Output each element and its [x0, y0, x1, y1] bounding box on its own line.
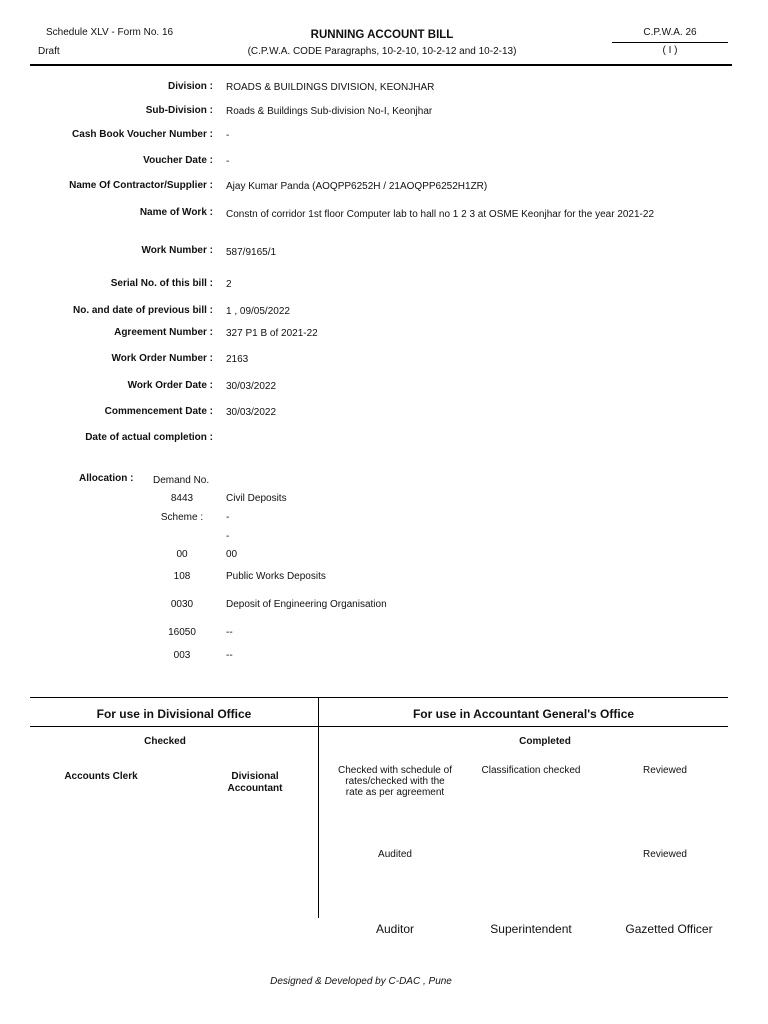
allocation-desc: 00	[226, 549, 238, 560]
subdivision-label: Sub-Division :	[145, 105, 213, 116]
superintendent-label: Superintendent	[490, 922, 572, 936]
work-number-value: 587/9165/1	[226, 247, 277, 258]
schedule-check-label-2: rates/checked with the	[345, 776, 445, 787]
allocation-desc: --	[226, 627, 233, 638]
actual-completion-label: Date of actual completion :	[85, 432, 213, 443]
voucher-date-value: -	[226, 156, 230, 167]
contractor-label: Name Of Contractor/Supplier :	[69, 180, 213, 191]
serial-no-label: Serial No. of this bill :	[110, 278, 213, 289]
page-title: RUNNING ACCOUNT BILL	[310, 29, 454, 41]
allocation-code: Scheme :	[160, 512, 204, 523]
allocation-desc: --	[226, 650, 233, 661]
voucher-number-value: -	[226, 130, 230, 141]
subdivision-value: Roads & Buildings Sub-division No-I, Keonjhar	[226, 106, 433, 117]
header-rule	[30, 64, 732, 66]
commencement-date-label: Commencement Date :	[104, 406, 213, 417]
commencement-date-value: 30/03/2022	[226, 407, 277, 418]
work-name-label: Name of Work :	[139, 207, 213, 218]
allocation-code: 8443	[170, 493, 194, 504]
audited-label: Audited	[378, 849, 412, 860]
reviewed-label-2: Reviewed	[643, 849, 687, 860]
division-value: ROADS & BUILDINGS DIVISION, KEONJHAR	[226, 82, 435, 93]
office-divider	[318, 697, 319, 918]
form-code: C.P.W.A. 26	[643, 27, 697, 38]
divisional-office-title: For use in Divisional Office	[96, 707, 252, 721]
auditor-label: Auditor	[375, 922, 415, 936]
allocation-label: Allocation :	[79, 473, 134, 484]
work-order-number-value: 2163	[226, 354, 249, 365]
checked-label: Checked	[144, 736, 186, 747]
division-label: Division :	[167, 81, 213, 92]
work-order-date-value: 30/03/2022	[226, 381, 277, 392]
office-header-rule	[30, 726, 728, 727]
gazetted-officer-label: Gazetted Officer	[625, 922, 713, 936]
serial-no-value: 2	[226, 279, 232, 290]
work-number-label: Work Number :	[141, 245, 213, 256]
schedule-label: Schedule XLV - Form No. 16	[46, 27, 174, 38]
contractor-value: Ajay Kumar Panda (AOQPP6252H / 21AOQPP6252H1ZR)	[226, 181, 488, 192]
work-order-date-label: Work Order Date :	[127, 380, 213, 391]
voucher-number-label: Cash Book Voucher Number :	[72, 129, 213, 140]
allocation-code: 16050	[168, 627, 196, 638]
allocation-code: 00	[176, 549, 188, 560]
allocation-desc: Civil Deposits	[226, 493, 287, 504]
completed-label: Completed	[519, 736, 571, 747]
work-name-value: Constn of corridor 1st floor Computer lab to hall no 1 2 3 at OSME Keonjhar for the year 2021-22	[226, 209, 655, 220]
reviewed-label: Reviewed	[643, 765, 687, 776]
previous-bill-label: No. and date of previous bill :	[72, 305, 213, 316]
footer-credit: Designed & Developed by C-DAC , Pune	[270, 976, 452, 987]
office-top-rule	[30, 697, 728, 698]
agreement-number-label: Agreement Number :	[114, 327, 213, 338]
schedule-check-label-1: Checked with schedule of	[338, 765, 452, 776]
page-subtitle: (C.P.W.A. CODE Paragraphs, 10-2-10, 10-2-12 and 10-2-13)	[247, 46, 517, 57]
previous-bill-value: 1 , 09/05/2022	[226, 306, 290, 317]
allocation-desc: Deposit of Engineering Organisation	[226, 599, 387, 610]
divisional-accountant-label-2: Accountant	[227, 783, 283, 794]
demand-no-label: Demand No.	[153, 475, 210, 486]
allocation-desc: -	[226, 512, 230, 523]
work-order-number-label: Work Order Number :	[111, 353, 213, 364]
classification-checked-label: Classification checked	[481, 765, 581, 776]
allocation-code: 003	[173, 650, 191, 661]
schedule-check-label-3: rate as per agreement	[345, 787, 445, 798]
agreement-number-value: 327 P1 B of 2021-22	[226, 328, 318, 339]
allocation-code: 0030	[170, 599, 194, 610]
form-code-divider	[612, 42, 728, 43]
voucher-date-label: Voucher Date :	[143, 155, 213, 166]
allocation-desc: Public Works Deposits	[226, 571, 326, 582]
draft-label: Draft	[38, 46, 60, 57]
divisional-accountant-label-1: Divisional	[231, 771, 279, 782]
accounts-clerk-label: Accounts Clerk	[64, 771, 138, 782]
allocation-desc: -	[226, 531, 230, 542]
ag-office-title: For use in Accountant General's Office	[412, 707, 635, 721]
page-marker: ( I )	[662, 45, 678, 56]
allocation-code: 108	[173, 571, 191, 582]
